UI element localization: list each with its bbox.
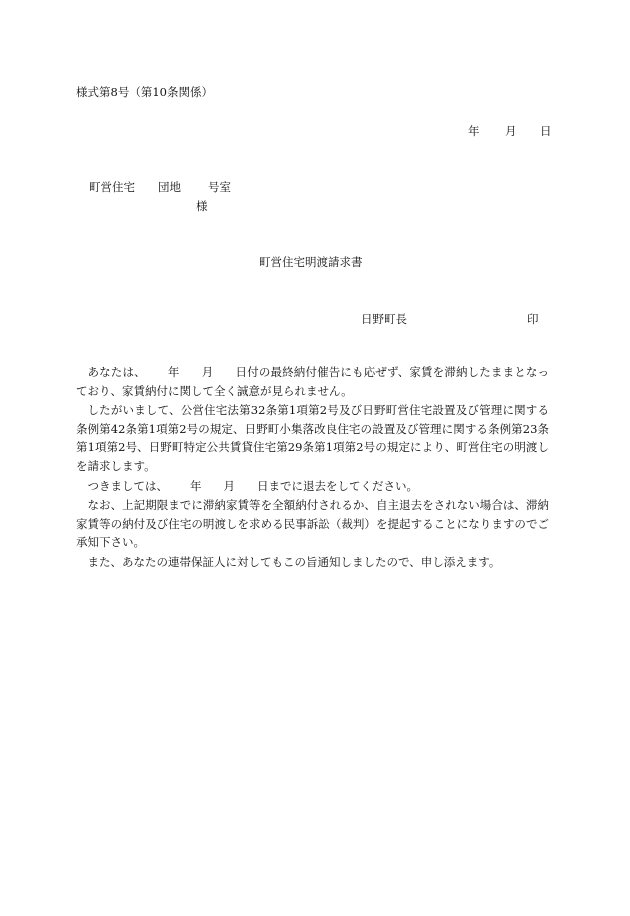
date-day: 日 (540, 124, 552, 138)
addressee-honorific: 様 (196, 199, 208, 213)
addressee-room: 号室 (208, 180, 231, 194)
document-title: 町営住宅明渡請求書 (259, 255, 363, 269)
issuer-name: 日野町長 (361, 312, 407, 326)
paragraph-4: なお、上記期限までに滞納家賃等を全額納付されるか、自主退去をされない場合は、滞納家賃等の納付及び住宅の明渡しを求める民事訴訟（裁判）を提起することになりますのでご承知下さい。 (76, 498, 549, 549)
paragraph-5: また、あなたの連帯保証人に対してもこの旨通知しましたので、申し添えます。 (87, 555, 501, 569)
paragraph-2: したがいまして、公営住宅法第32条第1項第2号及び日野町営住宅設置及び管理に関する条例第42条第1項第2号の規定、日野町小集落改良住宅の設置及び管理に関する条例第23条第1項第2号、日野町特定公共賃貸住宅第29条第1項第2号の規定により、町営住宅の明渡しを請求します。 (76, 403, 549, 473)
issuer-seal: 印 (527, 312, 539, 326)
paragraph-3: つきましては、 年 月 日までに退去をしてください。 (87, 479, 418, 493)
date-month: 月 (505, 124, 517, 138)
paragraph-1: あなたは、 年 月 日付の最終納付催告にも応ぜず、家賃を滞納したままとなっており、家賃納付に関して全く誠意が見られません。 (76, 365, 550, 398)
date-year: 年 (468, 124, 480, 138)
form-number: 様式第8号（第10条関係） (76, 85, 213, 99)
addressee-complex: 団地 (158, 180, 181, 194)
addressee-housing: 町営住宅 (89, 180, 135, 194)
